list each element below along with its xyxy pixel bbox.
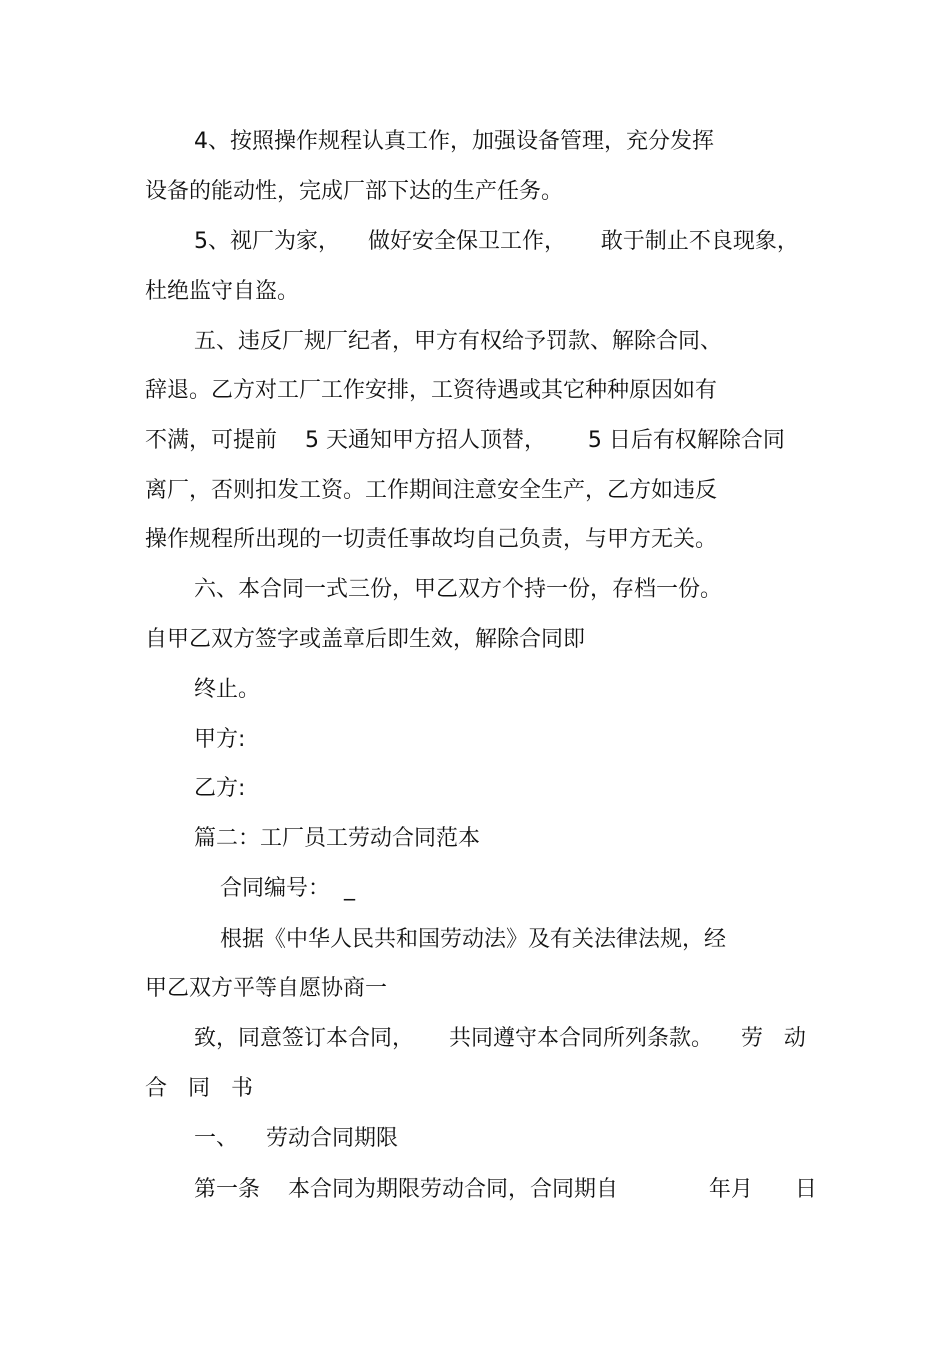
text-line: 根据《中华人民共和国劳动法》及有关法律法规，经: [220, 927, 727, 952]
contract-title: 合 同 书: [145, 1076, 253, 1101]
text-line: 甲方:: [194, 727, 246, 752]
text-line: 离厂，否则扣发工资。工作期间注意安全生产，乙方如违反: [145, 478, 718, 503]
chapter-heading: 一、 劳动合同期限: [194, 1126, 398, 1151]
text-line: 六、本合同一式三份，甲乙双方个持一份，存档一份。: [194, 577, 723, 602]
text-line: 操作规程所出现的一切责任事故均自己负责，与甲方无关。: [145, 527, 718, 552]
text-line: 5、视厂为家， 做好安全保卫工作， 敢于制止不良现象，: [194, 229, 799, 254]
text-line: 甲乙双方平等自愿协商一: [145, 976, 388, 1001]
text-line: 自甲乙双方签字或盖章后即生效，解除合同即: [145, 627, 586, 652]
contract-number: 合同编号： _: [220, 876, 355, 901]
text-line: 第一条 本合同为期限劳动合同，合同期自 年月 日: [194, 1177, 817, 1202]
text-line: 致，同意签订本合同， 共同遵守本合同所列条款。 劳 动: [194, 1026, 806, 1051]
text-line: 不满，可提前 5 天通知甲方招人顶替， 5 日后有权解除合同: [145, 428, 785, 453]
text-line: 4、按照操作规程认真工作，加强设备管理，充分发挥: [194, 129, 714, 154]
text-line: 终止。: [194, 677, 261, 702]
text-line: 乙方:: [194, 776, 246, 801]
text-line: 设备的能动性，完成厂部下达的生产任务。: [145, 179, 564, 204]
text-line: 杜绝监守自盗。: [145, 279, 300, 304]
text-line: 五、违反厂规厂纪者，甲方有权给予罚款、解除合同、: [194, 329, 723, 354]
text-line: 辞退。乙方对工厂工作安排，工资待遇或其它种种原因如有: [145, 378, 718, 403]
section-heading: 篇二：工厂员工劳动合同范本: [194, 826, 481, 851]
